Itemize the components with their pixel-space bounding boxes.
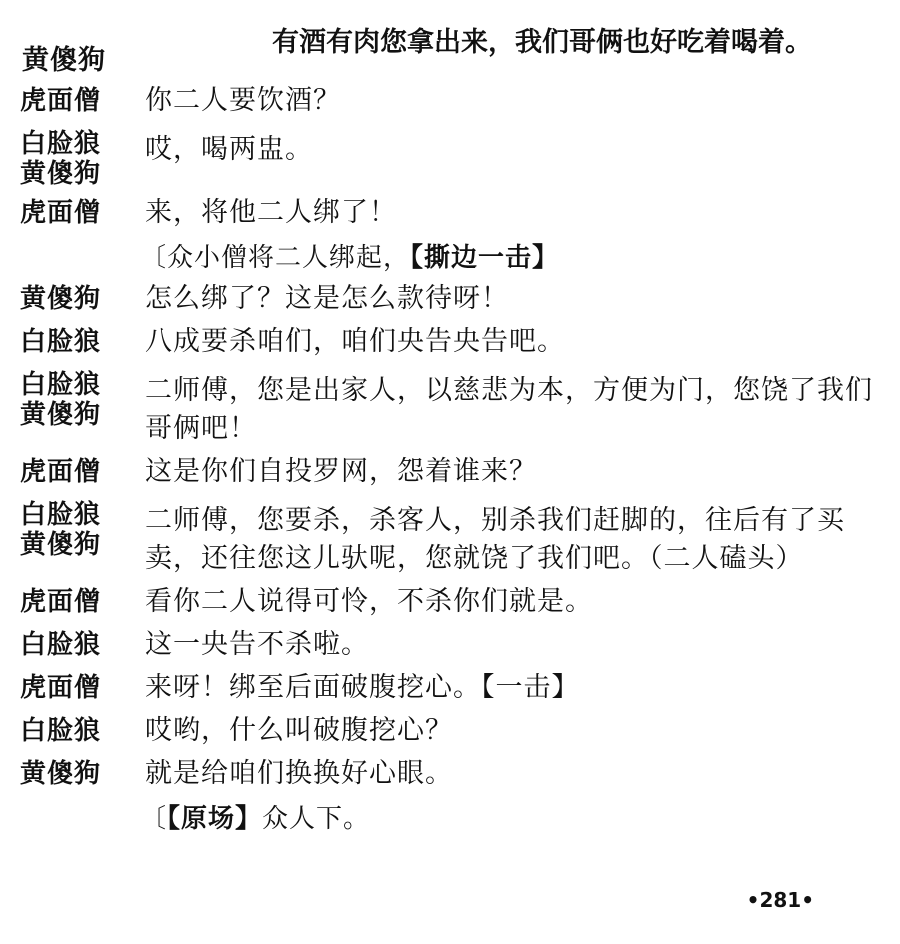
speaker-column xyxy=(0,500,145,560)
dialogue-text: 你二人要饮酒？ xyxy=(145,85,341,116)
speaker-column xyxy=(0,86,145,116)
speaker-column xyxy=(0,716,145,746)
music-cue: 【原场】 xyxy=(167,804,263,834)
dialogue-row xyxy=(0,86,900,120)
dialogue-text: 看你二人说得可怜，不杀你们就是。 xyxy=(145,586,593,617)
dialogue-row xyxy=(0,500,900,578)
dialogue-row xyxy=(0,370,900,448)
dialogue-text: 怎么绑了？这是怎么款待呀！ xyxy=(145,283,509,314)
dialogue-list xyxy=(0,86,900,845)
dialogue-row xyxy=(0,630,900,664)
speaker-name: 虎面僧 xyxy=(20,457,102,487)
speaker-name: 黄傻狗 xyxy=(20,530,102,560)
dialogue-row xyxy=(0,457,900,491)
dialogue-text: 就是给咱们换换好心眼。 xyxy=(145,758,453,789)
dialogue-text: 来呀！绑至后面破腹挖心。【一击】 xyxy=(145,672,580,703)
dialogue-row xyxy=(0,327,900,361)
dialogue-row xyxy=(0,759,900,793)
dialogue-row xyxy=(0,587,900,621)
dialogue-row xyxy=(0,716,900,750)
speaker-name: 白脸狼 xyxy=(20,630,102,660)
speaker-column xyxy=(0,673,145,703)
dialogue-row xyxy=(0,129,900,189)
speaker-name: 白脸狼 xyxy=(20,327,102,357)
speaker-name: 白脸狼 xyxy=(20,370,102,400)
speaker-column xyxy=(0,370,145,430)
top-cut-line xyxy=(0,0,900,76)
dialogue-text: 二师傅，您是出家人，以慈悲为本，方便为门，您饶了我们哥俩吧！ xyxy=(145,375,873,444)
speaker-name: 黄傻狗 xyxy=(20,284,102,314)
stage-direction-text: 众人下。 xyxy=(262,804,371,834)
speaker-column xyxy=(0,587,145,617)
dialogue-row xyxy=(0,198,900,232)
dialogue-text: 这一央告不杀啦。 xyxy=(145,629,369,660)
speaker-name: 黄傻狗 xyxy=(20,400,102,430)
page-number: •281• xyxy=(746,888,814,912)
speaker-column xyxy=(0,759,145,789)
speaker-name-cut: 黄傻狗 xyxy=(22,45,106,76)
stage-direction xyxy=(0,802,900,836)
speaker-name: 虎面僧 xyxy=(20,86,102,116)
speaker-column xyxy=(0,327,145,357)
speaker-name: 白脸狼 xyxy=(20,716,102,746)
dialogue-text: 来，将他二人绑了！ xyxy=(145,197,397,228)
dialogue-text: 哎，喝两盅。 xyxy=(145,134,313,165)
speaker-name: 虎面僧 xyxy=(20,673,102,703)
speaker-column xyxy=(0,284,145,314)
dialogue-text: 哎哟，什么叫破腹挖心？ xyxy=(145,715,453,746)
speaker-column xyxy=(0,198,145,228)
dialogue-text: 这是你们自投罗网，怨着谁来？ xyxy=(145,456,537,487)
music-cue: 【撕边一击】 xyxy=(410,243,560,273)
stage-direction-text: 〔众小僧将二人绑起， xyxy=(140,243,411,273)
dialogue-text: 八成要杀咱们，咱们央告央告吧。 xyxy=(145,326,565,357)
dialogue-line-cut: 有酒有肉您拿出来，我们哥俩也好吃着喝着。 xyxy=(272,27,812,58)
speaker-name: 黄傻狗 xyxy=(20,159,102,189)
speaker-column xyxy=(0,129,145,189)
speaker-column xyxy=(0,630,145,660)
stage-direction-text: 〔 xyxy=(140,804,168,834)
speaker-name: 虎面僧 xyxy=(20,198,102,228)
speaker-name: 黄傻狗 xyxy=(20,759,102,789)
speaker-name: 白脸狼 xyxy=(20,129,102,159)
dialogue-text: 二师傅，您要杀，杀客人，别杀我们赶脚的，往后有了买卖，还往您这儿驮呢，您就饶了我们吧。（二人磕头） xyxy=(145,505,845,574)
speaker-name: 虎面僧 xyxy=(20,587,102,617)
speaker-name: 白脸狼 xyxy=(20,500,102,530)
stage-direction xyxy=(0,241,900,275)
speaker-column xyxy=(0,457,145,487)
dialogue-row xyxy=(0,284,900,318)
dialogue-row xyxy=(0,673,900,707)
